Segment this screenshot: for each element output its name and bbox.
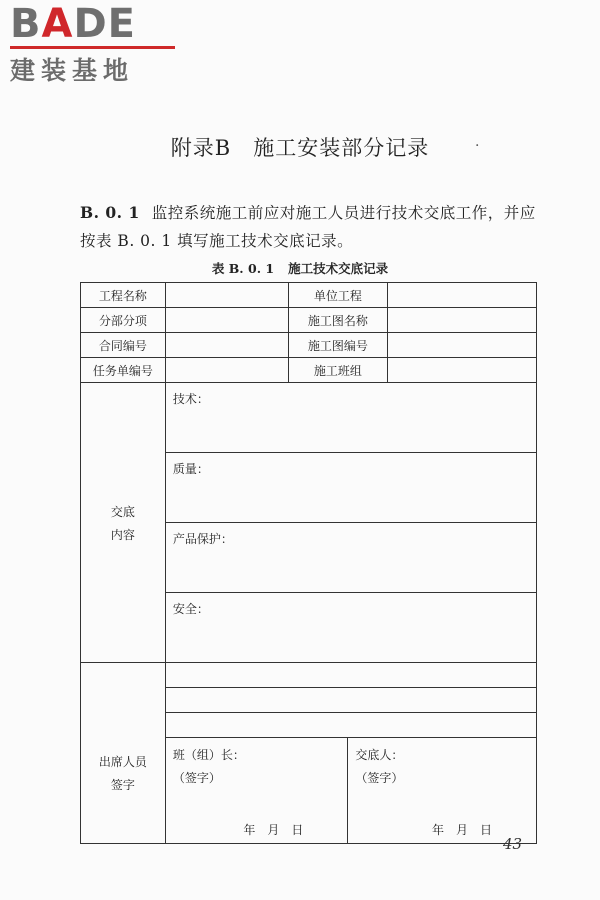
content-label-line1: 交底 [110, 504, 135, 519]
appendix-title [0, 132, 600, 162]
table-caption [0, 259, 600, 277]
label-sub-item: 分部分项 [81, 308, 166, 333]
content-label-line2: 内容 [110, 527, 135, 542]
header-row [81, 308, 537, 333]
label-work-team: 施工班组 [288, 358, 388, 383]
header-row [81, 283, 537, 308]
title-mark: · [475, 138, 481, 154]
value-work-team[interactable] [388, 358, 537, 383]
label-unit-project: 单位工程 [288, 283, 388, 308]
content-quality[interactable]: 质量： [165, 453, 536, 523]
team-leader-signature[interactable] [165, 738, 348, 844]
content-technology[interactable]: 技术： [165, 383, 536, 453]
team-leader-label: 班（组）长： [172, 748, 245, 762]
clause-paragraph [80, 199, 550, 255]
label-task-no: 任务单编号 [81, 358, 166, 383]
logo-subtitle: 建装基地 [10, 56, 135, 85]
value-project-name[interactable] [165, 283, 288, 308]
value-drawing-no[interactable] [388, 333, 537, 358]
attendees-label-line1: 出席人员 [98, 755, 147, 769]
content-product-protection[interactable]: 产品保护： [165, 523, 536, 593]
value-unit-project[interactable] [388, 283, 537, 308]
attendee-line[interactable] [165, 663, 536, 688]
appendix-title-text: 附录B 施工安装部分记录 [170, 136, 430, 160]
label-drawing-name: 施工图名称 [288, 308, 388, 333]
clause-text: 监控系统施工前应对施工人员进行技术交底工作，并应按表 B. 0. 1 填写施工技术交底记录。 [80, 204, 536, 250]
clause-number: B. 0. 1 [80, 203, 140, 222]
content-safety[interactable]: 安全： [165, 593, 536, 663]
team-leader-sign-hint: （签字） [172, 771, 221, 785]
attendee-line[interactable] [165, 713, 536, 738]
attendees-label [81, 663, 166, 844]
header-row [81, 358, 537, 383]
label-drawing-no: 施工图编号 [288, 333, 388, 358]
logo [10, 1, 180, 87]
team-leader-date: 年月日 [243, 823, 316, 837]
value-contract-no[interactable] [165, 333, 288, 358]
table-title: 施工技术交底记录 [288, 261, 389, 276]
value-task-no[interactable] [165, 358, 288, 383]
presenter-sign-hint: （签字） [355, 771, 404, 785]
attendee-row [81, 663, 537, 688]
attendees-label-line2: 签字 [110, 778, 135, 792]
value-sub-item[interactable] [165, 308, 288, 333]
page-number: 43 [503, 835, 523, 853]
header-row [81, 333, 537, 358]
content-label [81, 383, 166, 663]
presenter-signature[interactable] [348, 738, 537, 844]
record-table [80, 282, 537, 844]
presenter-label: 交底人： [355, 748, 404, 762]
content-row [81, 383, 537, 453]
table-number: 表 B. 0. 1 [211, 261, 275, 276]
logo-wordmark: BADE [10, 1, 136, 47]
presenter-date: 年月日 [431, 823, 504, 837]
attendee-line[interactable] [165, 688, 536, 713]
label-contract-no: 合同编号 [81, 333, 166, 358]
value-drawing-name[interactable] [388, 308, 537, 333]
label-project-name: 工程名称 [81, 283, 166, 308]
